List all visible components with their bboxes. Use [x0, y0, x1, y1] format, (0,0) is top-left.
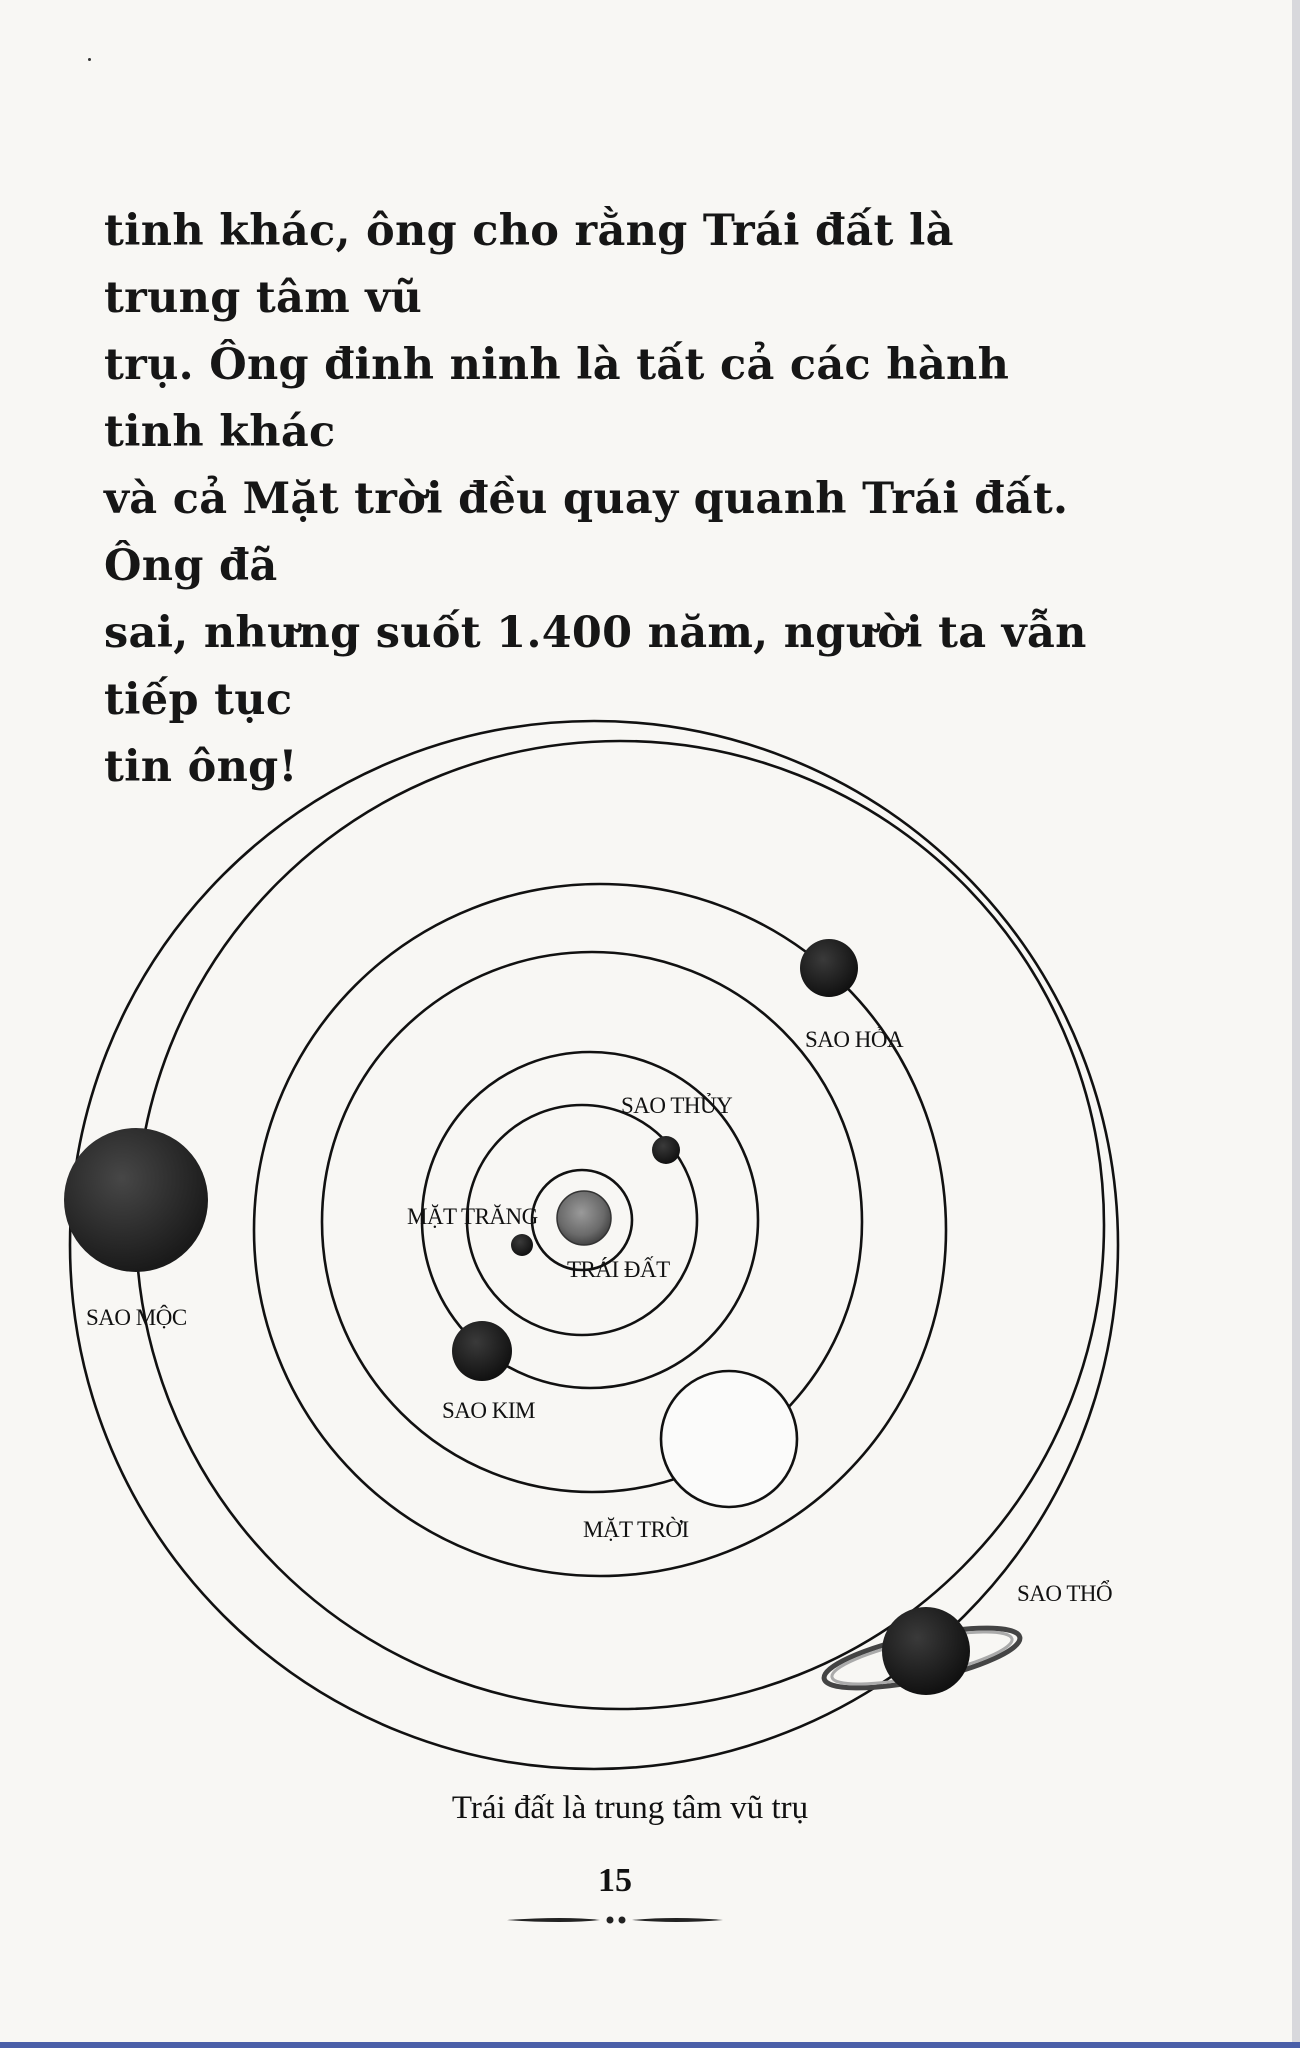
page-ornament-divider [505, 1910, 725, 1930]
label-sun: MẶT TRỜI [583, 1517, 689, 1542]
body-paragraph: tinh khác, ông cho rằng Trái đất là trung tâm vũ trụ. Ông đinh ninh là tất cả các hành tinh khác và cả Mặt trời đều quay quanh Trái đất. Ông đã sai, nhưng suốt 1.400 năm, người ta vẫn tiếp tục tin ông! [104, 206, 1087, 792]
page-number: 15 [598, 1862, 632, 1899]
label-venus: SAO KIM [442, 1398, 535, 1423]
moon-icon [511, 1234, 533, 1256]
jupiter-icon [64, 1128, 208, 1272]
mars-icon [800, 939, 858, 997]
venus-icon [452, 1321, 512, 1381]
orbit-saturn [70, 721, 1118, 1769]
label-mercury: SAO THỦY [621, 1093, 733, 1118]
orbit-group [70, 721, 1118, 1769]
earth-icon [557, 1191, 611, 1245]
figure-caption: Trái đất là trung tâm vũ trụ [451, 1790, 809, 1826]
label-jupiter: SAO MỘC [86, 1305, 187, 1330]
label-moon: MẶT TRĂNG [407, 1204, 538, 1229]
saturn-icon [820, 1607, 1025, 1700]
label-mars: SAO HỎA [805, 1027, 904, 1052]
label-earth: TRÁI ĐẤT [567, 1257, 670, 1282]
sun-icon [661, 1371, 797, 1507]
label-saturn: SAO THỔ [1017, 1581, 1113, 1606]
mercury-icon [652, 1136, 680, 1164]
orbit-jupiter [136, 741, 1104, 1709]
